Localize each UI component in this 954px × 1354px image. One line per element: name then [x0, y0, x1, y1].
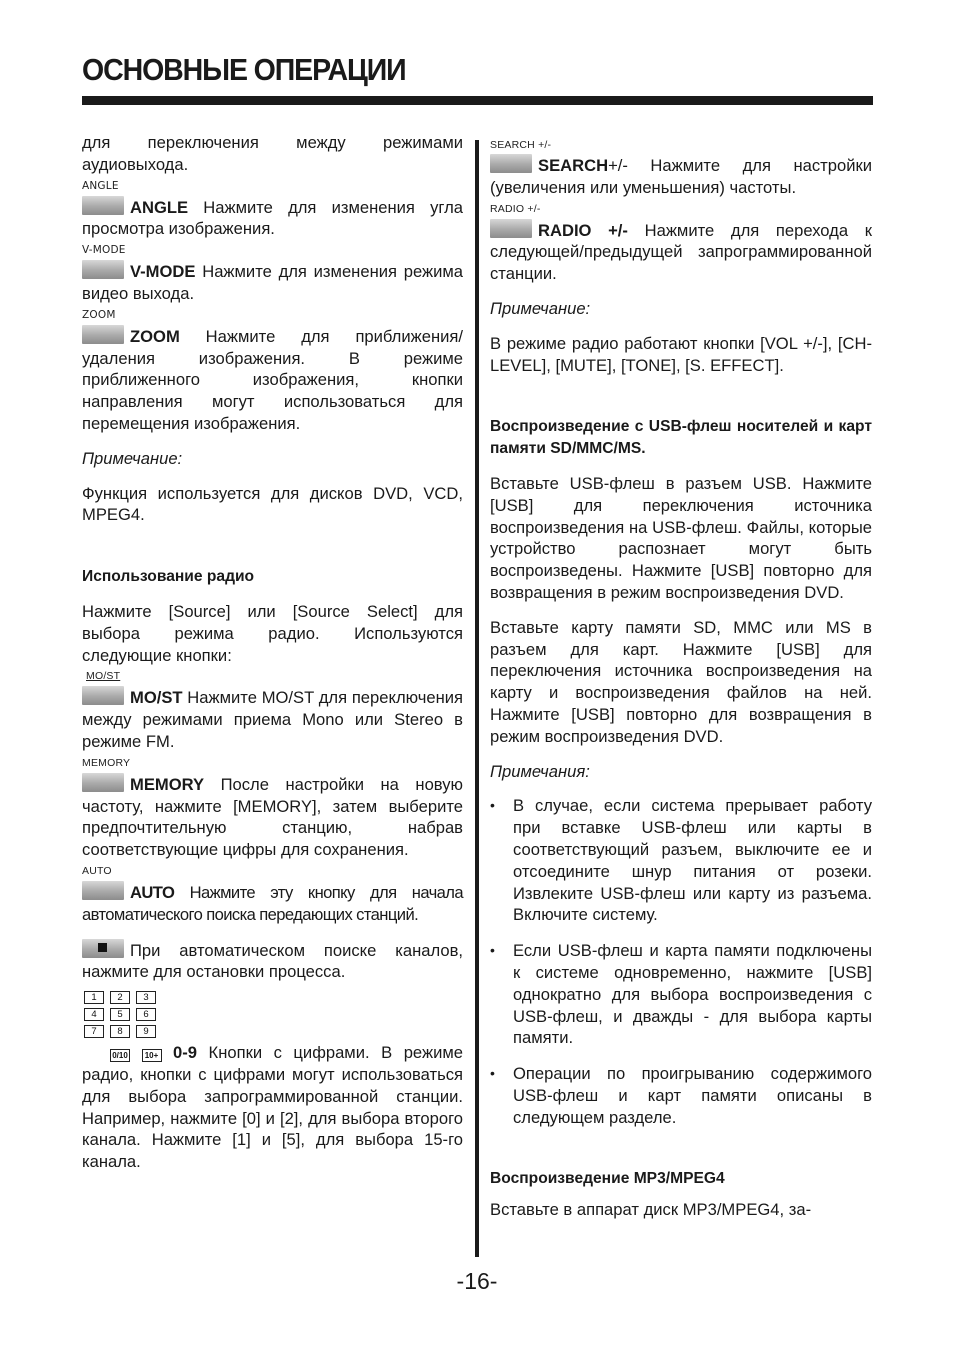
- search-text: Нажмите для настройки (увеличения или уменьшения) частоты.: [490, 156, 872, 197]
- note-label: Примечание:: [82, 448, 183, 468]
- page-number: -16-: [456, 1268, 498, 1294]
- zoom-name: ZOOM: [130, 326, 180, 346]
- vmode-entry: [82, 260, 463, 305]
- angle-button-icon: [82, 196, 124, 215]
- angle-key-label: ANGLE: [82, 179, 119, 192]
- mp3-heading: Воспроизведение MP3/MPEG4: [490, 1170, 725, 1188]
- memory-button-icon: [82, 773, 124, 792]
- vmode-button-icon: [82, 260, 124, 279]
- stop-text: При автоматическом поиске каналов, нажмите для остановки процесса.: [82, 940, 463, 982]
- search-suffix: +/-: [608, 156, 628, 175]
- search-entry: [490, 154, 872, 199]
- right-column: [490, 132, 872, 1221]
- stop-button-icon: [82, 939, 124, 958]
- memory-entry: [82, 773, 463, 861]
- search-name: SEARCH: [538, 156, 609, 175]
- zoom-text: Нажмите для приближения/удаления изображения. В режиме приближенного изображения, кнопки направления могут использоваться для перемещения изображения.: [82, 326, 463, 433]
- search-key-label: SEARCH +/-: [490, 139, 552, 151]
- numpad-key: 6: [136, 1008, 156, 1021]
- numpad-key: 2: [110, 991, 130, 1004]
- numpad-key: 1: [84, 991, 104, 1004]
- mp3-text: Вставьте в аппарат диск MP3/MPEG4, за-: [490, 1200, 812, 1220]
- numpad-key: 7: [84, 1025, 104, 1038]
- notes-label: Примечания:: [490, 761, 590, 781]
- numpad-key: 3: [136, 991, 156, 1004]
- intro-text: для переключения между режимами аудиовыхода.: [82, 133, 463, 174]
- note-text: В режиме радио работают кнопки [VOL +/-], [CH-LEVEL], [MUTE], [TONE], [S. EFFECT].: [490, 333, 872, 375]
- usb-paragraph: Вставьте карту памяти SD, MMC или MS в разъем для карт. Нажмите [USB] для переключения источника воспроизведения на карту и воспроизведения файлов на ней. Нажмите [USB] повторно для возвращения в режим воспроизведения DVD.: [490, 617, 872, 746]
- vmode-name: V-MODE: [130, 262, 196, 282]
- auto-name: AUTO: [130, 882, 175, 902]
- numpad-row: [84, 1025, 463, 1042]
- page-title: ОСНОВНЫЕ ОПЕРАЦИИ: [82, 52, 406, 87]
- radio-text: Нажмите для перехода к следующей/предыдущей запрограммированной станции.: [490, 220, 872, 284]
- radio-suffix: +/-: [591, 220, 628, 240]
- memory-name: MEMORY: [130, 774, 205, 794]
- digits-entry: [82, 1042, 463, 1173]
- digits-text: Кнопки с цифрами. В режиме радио, кнопки с цифрами могут использоваться для выбора запрограммированной станции. Например, нажмите [0] и [2], для выбора второго канала. Нажмите [1] и [5], для выбора 15-го канала.: [82, 1043, 463, 1172]
- memory-key-label: MEMORY: [82, 756, 131, 769]
- numpad-icon: [84, 991, 463, 1042]
- numpad-row: [84, 1008, 463, 1025]
- auto-entry: [82, 881, 463, 926]
- left-column: [82, 132, 463, 1173]
- numpad-key: 8: [110, 1025, 130, 1038]
- list-item: • В случае, если система прерывает работу при вставке USB-флеш или карты в соответствующий разъем, выключите ее и отсоедините шнур питания от розеки. Извлеките USB-флеш или карту из разъема. Включите систему.: [490, 795, 872, 926]
- stop-entry: [82, 939, 463, 984]
- radio-button-icon: [490, 219, 532, 238]
- radio-entry: [490, 219, 872, 285]
- auto-key-label: AUTO: [82, 864, 112, 877]
- numpad-row: [84, 991, 463, 1008]
- radio-intro: Нажмите [Source] или [Source Select] для выбора режима радио. Используются следующие кнопки:: [82, 601, 463, 665]
- most-key-label: MO/ST: [86, 670, 121, 683]
- vmode-text: Нажмите для изменения режима видео выхода.: [82, 262, 463, 303]
- angle-name: ANGLE: [130, 197, 189, 217]
- vmode-key-label: V-MODE: [82, 244, 126, 257]
- numpad-key-0-10: 0/10: [110, 1049, 130, 1062]
- radio-name: RADIO: [538, 220, 592, 240]
- usb-heading: Воспроизведение с USB-флеш носителей и карт памяти SD/MMC/MS.: [490, 418, 872, 458]
- most-text: Нажмите MO/ST для переключения между режимами приема Mono или Stereo в режиме FM.: [82, 688, 463, 751]
- list-item: • Операции по проигрыванию содержимого USB-флеш и карт памяти описаны в следующем разделе.: [490, 1063, 872, 1128]
- list-item: • Если USB-флеш и карта памяти подключены к системе одновременно, нажмите [USB] однократно для выбора воспроизведения с USB-флеш, и дважды - для выбора карты памяти.: [490, 940, 872, 1049]
- numpad-key: 4: [84, 1008, 104, 1021]
- zoom-key-label: ZOOM: [82, 308, 116, 321]
- zoom-button-icon: [82, 325, 124, 344]
- column-divider: [475, 140, 479, 1257]
- most-name: MO/ST: [130, 688, 183, 708]
- angle-entry: [82, 196, 463, 241]
- angle-text: Нажмите для изменения угла просмотра изображения.: [82, 197, 463, 239]
- most-entry: [82, 686, 463, 752]
- most-button-icon: [82, 686, 124, 705]
- auto-text: Нажмите эту кнопку для начала автоматического поиска передающих станций.: [82, 882, 463, 924]
- radio-key-label: RADIO +/-: [490, 202, 541, 215]
- radio-heading: Использование радио: [82, 568, 255, 586]
- digits-name: 0-9: [173, 1043, 198, 1063]
- memory-text: После настройки на новую частоту, нажмите [MEMORY], затем выберите предпочтительную станцию, набрав соответствующие цифры для сохранения.: [82, 774, 463, 860]
- title-rule: [82, 96, 873, 105]
- numpad-key: 9: [136, 1025, 156, 1038]
- search-button-icon: [490, 154, 532, 173]
- numpad-key-10-plus: 10+: [142, 1049, 162, 1062]
- auto-button-icon: [82, 881, 124, 900]
- usb-paragraph: Вставьте USB-флеш в разъем USB. Нажмите [USB] для переключения источника воспроизведения на USB-флеш. Файлы, которые устройство распознает могут быть воспроизведены. Нажмите [USB] повторно для возвращения в режим воспроизведения DVD.: [490, 473, 872, 602]
- zoom-entry: [82, 325, 463, 435]
- note-label: Примечание:: [490, 298, 591, 318]
- notes-list: [490, 795, 872, 1128]
- numpad-key: 5: [110, 1008, 130, 1021]
- note-text: Функция используется для дисков DVD, VCD, MPEG4.: [82, 483, 463, 525]
